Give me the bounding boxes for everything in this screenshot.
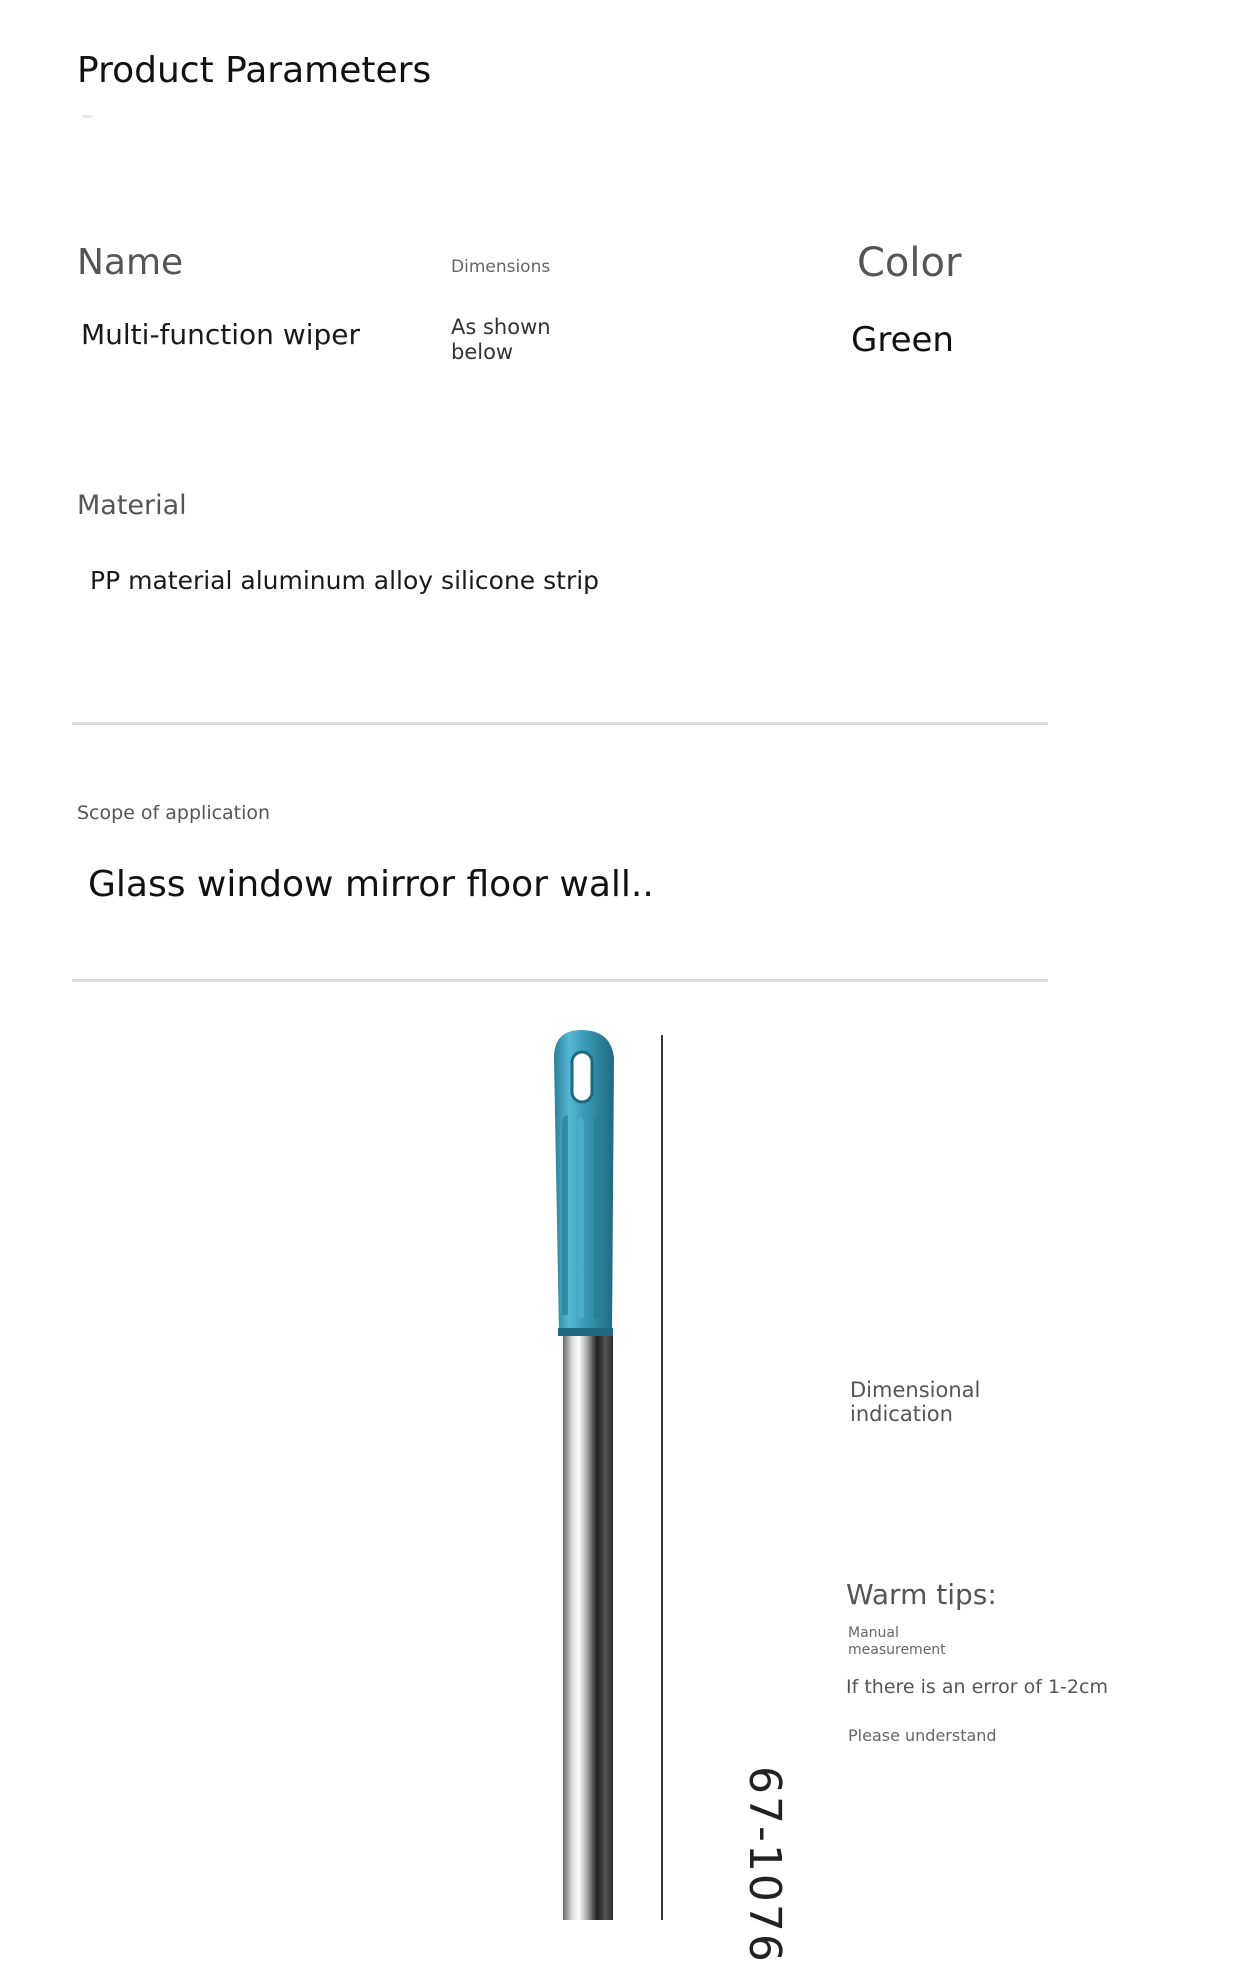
- length-dimension-text: 67-1076: [739, 1766, 790, 1964]
- dimensions-value: As shown below: [451, 315, 551, 364]
- tip-manual-measurement: Manual measurement: [848, 1625, 946, 1658]
- material-label: Material: [77, 490, 187, 521]
- wiper-handle-illustration: [548, 1030, 628, 1920]
- page-title: Product Parameters: [77, 50, 432, 91]
- dimensions-label: Dimensions: [451, 257, 551, 277]
- warm-tips-heading: Warm tips:: [846, 1578, 997, 1611]
- dimensional-indication-label: Dimensional indication: [850, 1378, 981, 1426]
- tip-error-range: If there is an error of 1-2cm: [846, 1676, 1108, 1698]
- dimension-line: [661, 1035, 663, 1920]
- name-value: Multi-function wiper: [81, 318, 361, 351]
- color-label: Color: [857, 240, 962, 286]
- scope-value: Glass window mirror floor wall..: [88, 864, 654, 905]
- tip-please-understand: Please understand: [848, 1726, 997, 1745]
- color-value: Green: [851, 320, 954, 360]
- scope-label: Scope of application: [77, 802, 271, 824]
- divider-top: [72, 722, 1048, 725]
- divider-bottom: [72, 979, 1048, 982]
- material-value: PP material aluminum alloy silicone strip: [90, 566, 600, 595]
- decorative-dot: [82, 115, 92, 118]
- name-label: Name: [77, 242, 184, 283]
